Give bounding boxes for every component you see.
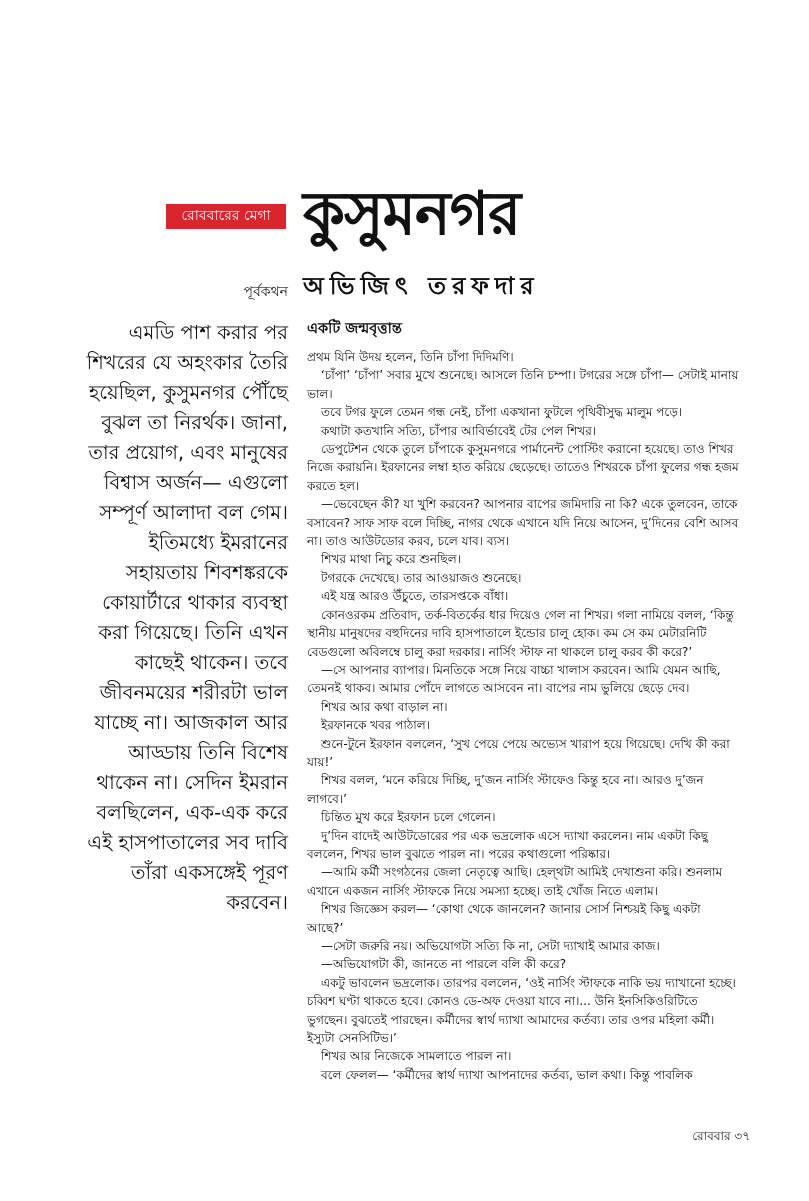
page-footer: রোববার ৩৭: [692, 1129, 750, 1143]
paragraph: —অভিযোগটা কী, জানতে না পারলে বলি কী করে?: [321, 957, 567, 972]
paragraph: —ভেবেছেন কী? যা খুশি করবেন? আপনার বাপের জমিদারি না কি? একে তুলবেন, তাকে বসাবেন? সাফ সাফ বলে দিচ্ছি, নাগর থেকে এখানে যদি নিয়ে আসেন, দু’দিনের বেশি আসব না। তাও আউটডোর করব, চলে যাব। ব্যস।: [307, 497, 739, 549]
section-label: পূর্বকথন: [243, 284, 288, 300]
pull-quote: [84, 318, 288, 918]
paragraph: টগরকে দেখেছে। তার আওয়াজও শুনেছে।: [321, 570, 522, 585]
pull-quote-text: এমডি পাশ করার পর শিখরের যে অহংকার তৈরি হয়েছিল, কুসুমনগর পৌঁছে বুঝল তা নিরর্থক। জানা, তার প্রয়োগ, এবং মানুষের বিশ্বাস অর্জন— এগুলো সম্পূর্ণ আলাদা বল গেম। ইতিমধ্যে ইমরানের সহায়তায় শিবশঙ্করকে কোয়ার্টারে থাকার ব্যবস্থা করা গিয়েছে। তিনি এখন কাছেই থাকেন। তবে জীবনময়ের শরীরটা ভাল যাচ্ছে না। আজকাল আর আড্ডায় তিনি বিশেষ থাকেন না। সেদিন ইমরান বলছিলেন, এক-এক করে এই হাসপাতালের সব দাবি তাঁরা একসঙ্গেই পূরণ করবেন।: [86, 321, 288, 914]
paragraph: একটু ভাবলেন ভদ্রলোক। তারপর বললেন, ‘ওই নার্সিং স্টাফকে নাকি ভয় দ্যাখানো হচ্ছে। চব্বিশ ঘণ্টা থাকতে হবে। কোনও ডে-অফ দেওয়া যাবে না।... উনি ইনসিকিওরিটিতে ভুগছেন। বুঝতেই পারছেন। কর্মীদের স্বার্থ দ্যাখা আমাদের কর্তব্য। তার ওপর মহিলা কর্মী। ইস্যুটা সেনসিটিভ।’: [307, 975, 736, 1046]
paragraph: ডেপুটেশন থেকে তুলে চাঁপাকে কুসুমনগরে পার্মানেন্ট পোস্টিং করানো হয়েছে। তাও শিখর নিজে করায়নি। ইরফানের লম্বা হাত করিয়ে ছেড়েছে। তাতেও শিখরকে চাঁপা ফুলের গন্ধ হজম করতে হল।: [307, 442, 739, 493]
paragraph: শুনে-টুনে ইরফান বললেন, ‘সুখ পেয়ে পেয়ে অভ্যেস খারাপ হয়ে গিয়েছে। দেখি কী করা যায়!’: [307, 736, 730, 769]
paragraph: বলে ফেলল— ‘কর্মীদের স্বার্থ দ্যাখা আপনাদের কর্তব্য, ভাল কথা। কিন্তু পাবলিক: [321, 1067, 693, 1082]
paragraph: চিন্তিত মুখ করে ইরফান চলে গেলেন।: [321, 810, 496, 825]
paragraph: এই যন্ত্র আরও উঁচুতে, তারসপ্তকে বাঁধা।: [321, 589, 509, 604]
paragraph: —সেটা জরুরি নয়। অভিযোগটা সত্যি কি না, সেটা দ্যাখাই আমার কাজ।: [321, 939, 660, 953]
paragraph: শিখর আর নিজেকে সামলাতে পারল না।: [321, 1049, 512, 1064]
section-tag: রোববারের মেগা: [166, 204, 286, 229]
paragraph: শিখর আর কথা বাড়াল না।: [321, 699, 448, 714]
paragraph: শিখর বলল, ‘মনে করিয়ে দিচ্ছি, দু’জন নার্সিং স্টাফেও কিন্তু হবে না। আরও দু’জন লাগবে।’: [307, 773, 704, 806]
paragraph: কোনওরকম প্রতিবাদ, তর্ক-বিতর্কের ধার দিয়েও গেল না শিখর। গলা নামিয়ে বলল, ‘কিন্তু স্থানীয় মানুষদের বহুদিনের দাবি হাসপাতালে ইন্ডোর চালু হোক। কম সে কম মেটারনিটি বেডগুলো অবিলম্বে চালু করা দরকার। নার্সিং স্টাফ না থাকলে চালু করব কী করে?’: [307, 607, 734, 659]
paragraph: —আমি কর্মী সংগঠনের জেলা নেতৃত্বে আছি। হেল্‌থটা আমিই দেখাশুনা করি। শুনলাম এখানে একজন নার্সিং স্টাফকে নিয়ে সমস্যা হচ্ছে। তাই খোঁজ নিতে এলাম।: [307, 865, 723, 898]
paragraph: শিখর জিজ্ঞেস করল— ‘কোথা থেকে জানলেন? জানার সোর্স নিশ্চয়ই কিছু একটা আছে?’: [307, 902, 701, 935]
subheading: একটি জন্মবৃত্তান্ত: [307, 321, 402, 337]
paragraph: প্রথম যিনি উদয় হলেন, তিনি চাঁপা দিদিমণি।: [307, 350, 514, 364]
paragraph: তবে টগর ফুলে তেমন গন্ধ নেই, চাঁপা একখানা ফুটলে পৃথিবীসুদ্ধ মালুম পড়ে।: [321, 405, 683, 420]
page-title: কুসুমনগর: [303, 179, 521, 249]
paragraph: শিখর মাথা নিচু করে শুনছিল।: [321, 552, 461, 567]
paragraph: দু’দিন বাদেই আউটডোরের পর এক ভদ্রলোক এসে দ্যাখা করলেন। নাম একটা কিছু বললেন, শিখর ভাল বুঝতে পারল না। পরের কথাগুলো পরিষ্কার।: [307, 828, 709, 861]
article-body: [307, 348, 739, 1084]
paragraph: —সে আপনার ব্যাপার। মিনতিকে সঙ্গে নিয়ে বাচ্চা খালাস করবেন। আমি যেমন আছি, তেমনই থাকব। আমার পোঁদে লাগতে আসবেন না। বাপের নাম ভুলিয়ে ছেড়ে দেব।: [307, 662, 721, 696]
author-name: অভিজিৎ তরফদার: [303, 272, 540, 300]
paragraph: ইরফানকে খবর পাঠাল।: [321, 718, 431, 733]
paragraph: ‘চাঁপা’ ‘চাঁপা’ সবার মুখে শুনেছে। আসলে তিনি চম্পা। টগরের সঙ্গে চাঁপা— সেটাই মানায় ভাল।: [307, 368, 739, 401]
paragraph: কথাটা কতখানি সত্যি, চাঁপার আবির্ভাবেই টের পেল শিখর।: [321, 423, 597, 438]
